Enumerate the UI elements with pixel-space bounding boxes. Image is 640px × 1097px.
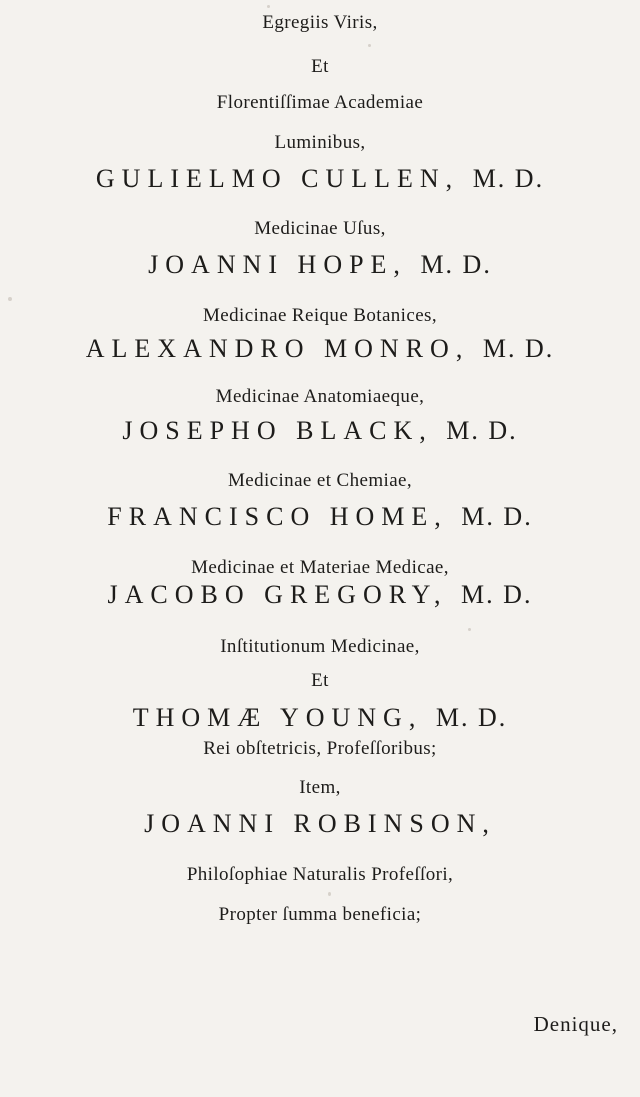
dedication-line: Medicinae Anatomiaeque, [215,386,425,407]
dedicatee-name: ALEXANDRO MONRO, [85,334,470,363]
dedicatee-name: JOANNI ROBINSON, [144,809,496,838]
dedication-line: Medicinae et Materiae Medicae, [191,557,449,578]
dedication-line: Medicinae Reique Botanices, [203,305,437,326]
dedicatee-name: JOANNI HOPE, [148,250,407,279]
dedicatee-name: JOSEPHO BLACK, [122,416,433,445]
dedication-line: Et [311,670,329,691]
paper-spot [368,44,371,47]
dedication-line: Egregiis Viris, [262,12,378,33]
dedication-line: Rei obſtetricis, Profeſſoribus; [203,738,437,759]
dedicatee-name: FRANCISCO HOME, [107,502,448,531]
paper-spot [328,892,331,896]
degree-title: M. D. [446,416,518,445]
dedicatee-name: JACOBO GREGORY, [107,580,448,609]
dedicatee-name-line [0,250,640,280]
degree-title: M. D. [435,703,508,732]
dedicatee-name-line [0,164,640,194]
dedicatee-name-line [0,334,640,364]
dedication-line: Et [311,56,329,77]
dedicatee-name-line [0,809,640,839]
dedication-line: Inſtitutionum Medicinae, [220,636,420,657]
degree-title: M. D. [420,250,492,279]
paper-spot [8,297,12,301]
dedication-line: Florentiſſimae Academiae [216,92,424,113]
dedication-line: Luminibus, [274,132,366,153]
paper-spot [267,5,270,8]
degree-title: M. D. [461,580,533,609]
dedicatee-name-line [0,416,640,446]
dedication-line: Propter ſumma beneficia; [218,904,422,925]
dedicatee-name-line [0,580,640,610]
dedicatee-name: THOMÆ YOUNG, [132,703,423,732]
degree-title: M. D. [482,334,555,363]
degree-title: M. D. [472,164,545,193]
dedicatee-name: GULIELMO CULLEN, [95,164,460,193]
paper-spot [468,628,471,631]
catchword: Denique, [533,1012,618,1036]
dedication-line: Philoſophiae Naturalis Profeſſori, [186,864,454,885]
dedication-line: Medicinae Uſus, [254,218,386,239]
degree-title: M. D. [461,502,533,531]
dedication-line: Medicinae et Chemiae, [227,470,413,491]
dedicatee-name-line [0,502,640,532]
dedication-line: Item, [299,777,341,798]
dedicatee-name-line [0,703,640,733]
